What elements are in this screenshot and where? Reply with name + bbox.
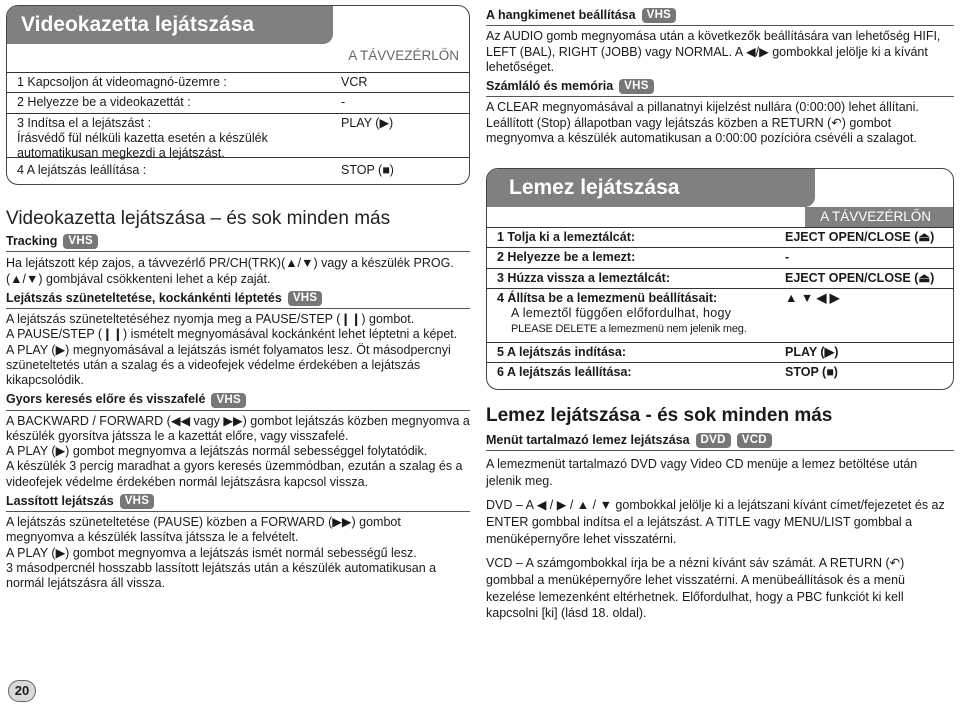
vhs-tag: VHS <box>619 79 654 94</box>
vhs-tag: VHS <box>120 494 155 509</box>
left-column <box>6 0 470 591</box>
slow-line-3: 3 másodpercnél hosszabb lassított lejátszás után a készülék automatikusan a normál lejátszásra áll vissza. <box>6 560 437 591</box>
pause-line-2: A PAUSE/STEP (❙❙) ismételt megnyomásával kockánként lehet léptetni a képet. <box>6 327 458 342</box>
disc-procedure-title: Lemez lejátszása <box>487 169 815 207</box>
pause-line-1: A lejátszás szüneteltetéséhez nyomja meg a PAUSE/STEP (❙❙) gombot. <box>6 312 415 327</box>
pause-line-3: A PLAY (▶) megnyomásával a lejátszás ismét folyamatos lesz. Öt másodpercnyi szüneteltetés után a szalag és a videofejek védelme érdekében a lejátszás kikapcsolódik. <box>6 342 451 388</box>
menu-para-2: DVD – A ◀ / ▶ / ▲ / ▼ gombokkal jelölje ki a lejátszani kívánt címet/fejezetet és az ENTER gombbal indítsa el a lejátszást. A TITLE vagy MENU/LIST gombbal a menüképernyőre lehet visszatérni. <box>486 498 945 546</box>
vcr-step-1: 1 Kapcsoljon át videomagnó-üzemre : VCR <box>7 72 469 92</box>
counter-line-1: A CLEAR megnyomásával a pillanatnyi kijelzést nullára (0:00:00) lehet állítani. <box>486 100 919 115</box>
slow-line-1: A lejátszás szüneteltetése (PAUSE) közben a FORWARD (▶▶) gombot megnyomva a készülék lassítva játssza le a felvételt. <box>6 515 401 545</box>
right-column <box>486 0 954 622</box>
vcr-procedure-title: Videokazetta lejátszása <box>7 6 333 44</box>
vhs-tag: VHS <box>211 393 246 408</box>
tracking-heading: Tracking VHS <box>6 234 470 252</box>
disc-step-4: 4 Állítsa be a lemezmenü beállításait: A lemeztől függően előfordulhat, hogy PLEASE DELETE a lemezmenü nem jelenik meg. ▲ ▼ ◀ ▶ <box>487 288 953 342</box>
search-line-3: A készülék 3 percig maradhat a gyors keresés üzemmódban, ezután a szalag és a videofejek védelme érdekében normál lejátszásra kapcsol vissza. <box>6 459 463 489</box>
counter-heading: Számláló és memória VHS <box>486 79 954 97</box>
vhs-tag: VHS <box>288 291 323 306</box>
disc-step-3: 3 Húzza vissza a lemeztálcát: EJECT OPEN/CLOSE (⏏) <box>487 268 953 288</box>
audio-heading: A hangkimenet beállítása VHS <box>486 8 954 26</box>
page-number: 20 <box>8 680 36 702</box>
disc-step-5: 5 A lejátszás indítása: PLAY (▶) <box>487 342 953 362</box>
disc-more-title: Lemez lejátszása - és sok minden más <box>486 405 833 426</box>
disc-step-2: 2 Helyezze be a lemezt: - <box>487 247 953 267</box>
vhs-tag: VHS <box>642 8 677 23</box>
tracking-body: Ha lejátszott kép zajos, a távvezérlő PR/CH(TRK)(▲/▼) vagy a készülék PROG. (▲/▼) gombjával csökkenteni lehet a kép zaját. <box>6 256 454 286</box>
menu-para-1: A lemezmenüt tartalmazó DVD vagy Video CD menüje a lemez betöltése után jelenik meg. <box>486 457 918 489</box>
audio-body: Az AUDIO gomb megnyomása után a következők beállítására van lehetőség HIFI, LEFT (BAL), RIGHT (JOBB) vagy NORMAL. A ◀/▶ gombokkal jelölje ki a kívánt lehetőséget. <box>486 29 941 74</box>
vcr-more-title: Videokazetta lejátszása – és sok minden más <box>6 208 391 229</box>
vcr-step-2: 2 Helyezze be a videokazettát : - <box>7 92 469 112</box>
search-heading: Gyors keresés előre és visszafelé VHS <box>6 392 470 410</box>
vcr-remote-label: A TÁVVEZÉRLŐN <box>348 48 459 63</box>
vcr-step-3-note: Írásvédő fül nélküli kazetta esetén a készülék automatikusan megkezdi a lejátszást. <box>17 130 268 160</box>
disc-remote-label-text: A TÁVVEZÉRLŐN <box>820 209 931 224</box>
menu-para-3: VCD – A számgombokkal írja be a nézni kívánt sáv számát. A RETURN (↶) gombbal a menüképernyőre lehet visszatérni. A menübeállítások és a menü kezelése lemezenként eltérhetnek. Előfordulhat, hogy a PBC funkciót ki kell kapcsolni [ki] (lásd 18. oldal). <box>486 555 905 621</box>
slow-heading: Lassított lejátszás VHS <box>6 494 470 512</box>
search-line-2: A PLAY (▶) gombot megnyomva a lejátszás normál sebességgel folytatódik. <box>6 444 428 459</box>
vcr-procedure-box <box>6 5 470 185</box>
slow-line-2: A PLAY (▶) gombot megnyomva a lejátszás ismét normál sebességű lesz. <box>6 545 417 560</box>
disc-procedure-box <box>486 168 954 390</box>
disc-step-4-note2: PLEASE DELETE a lemezmenü nem jelenik meg. <box>511 323 747 336</box>
vcr-step-3: 3 Indítsa el a lejátszást : Írásvédő fül nélküli kazetta esetén a készülék automatikusan megkezdi a lejátszást. PLAY (▶) <box>7 113 469 157</box>
vcr-step-4: 4 A lejátszás leállítása : STOP (■) <box>7 157 469 180</box>
menu-disc-heading: Menüt tartalmazó lemez lejátszása DVD VCD <box>486 433 954 451</box>
search-line-1: A BACKWARD / FORWARD (◀◀ vagy ▶▶) gombot lejátszás közben megnyomva a készülék gyorsítva játssza le a kazettát előre, vagy visszafelé. <box>6 413 470 443</box>
dvd-tag: DVD <box>696 433 731 448</box>
pause-heading: Lejátszás szüneteltetése, kockánkénti léptetés VHS <box>6 291 470 309</box>
vhs-tag: VHS <box>63 234 98 249</box>
vcd-tag: VCD <box>737 433 772 448</box>
disc-step-4-note: A lemeztől függően előfordulhat, hogy <box>511 306 732 320</box>
disc-step-6: 6 A lejátszás leállítása: STOP (■) <box>487 362 953 382</box>
counter-line-2: Leállított (Stop) állapotban vagy lejátszás közben a RETURN (↶) gombot megnyomva a készülék automatikusan a 0:00:00 pozícióra csévéli a szalagot. <box>486 115 917 145</box>
disc-step-1: 1 Tolja ki a lemeztálcát: EJECT OPEN/CLOSE (⏏) <box>487 227 953 247</box>
